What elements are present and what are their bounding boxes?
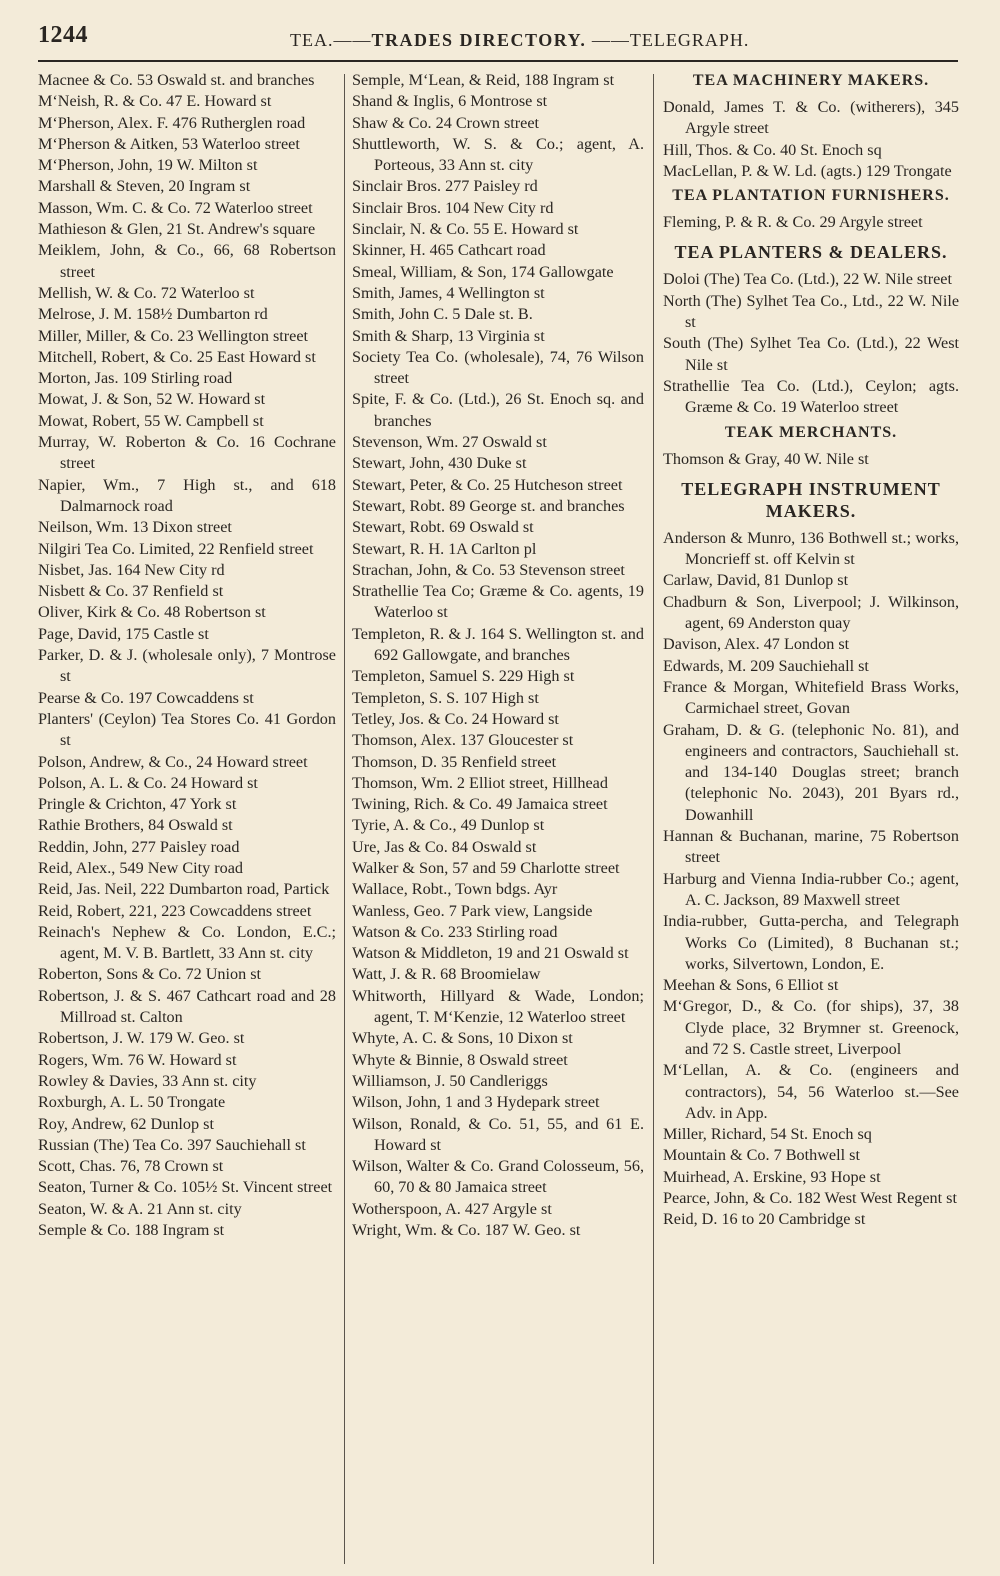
- directory-entry: Reinach's Nephew & Co. London, E.C.; agent, M. V. B. Bartlett, 33 Ann st. city: [38, 922, 336, 963]
- directory-entry: Roy, Andrew, 62 Dunlop st: [38, 1114, 214, 1133]
- directory-entry: Wright, Wm. & Co. 187 W. Geo. st: [352, 1221, 581, 1240]
- directory-entry: Oliver, Kirk & Co. 48 Robertson st: [38, 603, 266, 622]
- directory-entry: Walker & Son, 57 and 59 Charlotte street: [352, 858, 620, 877]
- directory-entry: Pearce, John, & Co. 182 West West Regent st: [663, 1189, 957, 1208]
- directory-entry: Wotherspoon, A. 427 Argyle st: [352, 1199, 552, 1218]
- header-rule: [38, 60, 958, 62]
- directory-entry: Shand & Inglis, 6 Montrose st: [352, 92, 548, 111]
- directory-entry: Mitchell, Robert, & Co. 25 East Howard st: [38, 347, 316, 366]
- directory-entry: Society Tea Co. (wholesale), 74, 76 Wilson street: [352, 347, 644, 388]
- directory-entry: Murray, W. Roberton & Co. 16 Cochrane street: [38, 433, 336, 473]
- directory-entry: Williamson, J. 50 Candleriggs: [352, 1071, 548, 1090]
- directory-entry: Reid, D. 16 to 20 Cambridge st: [663, 1210, 866, 1229]
- directory-entry: Wilson, Ronald, & Co. 51, 55, and 61 E. Howard st: [352, 1114, 644, 1154]
- directory-entry: Tetley, Jos. & Co. 24 Howard st: [352, 709, 559, 728]
- directory-entry: Anderson & Munro, 136 Bothwell st.; works, Moncrieff st. off Kelvin st: [663, 528, 959, 569]
- directory-entry: Marshall & Steven, 20 Ingram st: [38, 177, 251, 196]
- directory-entry: Polson, Andrew, & Co., 24 Howard street: [38, 752, 308, 771]
- directory-entry: Davison, Alex. 47 London st: [663, 635, 850, 654]
- directory-entry: Strathellie Tea Co; Græme & Co. agents, 19 Waterloo st: [352, 582, 644, 622]
- section-heading-telegraph: TELEGRAPH INSTRUMENT MAKERS.: [681, 478, 941, 521]
- directory-entry: Twining, Rich. & Co. 49 Jamaica street: [352, 795, 608, 814]
- directory-entry: France & Morgan, Whitefield Brass Works, Carmichael street, Govan: [663, 677, 959, 718]
- directory-entry: Templeton, Samuel S. 229 High st: [352, 667, 575, 686]
- directory-entry: Rowley & Davies, 33 Ann st. city: [38, 1071, 257, 1090]
- directory-entry: Seaton, Turner & Co. 105½ St. Vincent street: [38, 1178, 333, 1197]
- directory-entry: Shaw & Co. 24 Crown street: [352, 113, 540, 132]
- directory-entry: Neilson, Wm. 13 Dixon street: [38, 518, 232, 537]
- directory-entry: Reid, Alex., 549 New City road: [38, 858, 244, 877]
- column-3: [663, 70, 959, 1565]
- directory-entry: Thomson & Gray, 40 W. Nile st: [663, 449, 869, 468]
- directory-entry: Sinclair, N. & Co. 55 E. Howard st: [352, 220, 579, 239]
- running-head-title: TRADES DIRECTORY.: [371, 30, 587, 50]
- directory-entry: Templeton, R. & J. 164 S. Wellington st. and 692 Gallowgate, and branches: [352, 624, 644, 665]
- directory-entry: M‘Gregor, D., & Co. (for ships), 37, 38 Clyde place, 32 Brymner st. Greenock, and 72 S. Castle street, Liverpool: [663, 997, 959, 1058]
- page-header: [38, 18, 958, 58]
- directory-entry: Smeal, William, & Son, 174 Gallowgate: [352, 262, 614, 281]
- directory-entry: Thomson, Wm. 2 Elliot street, Hillhead: [352, 773, 608, 792]
- directory-entry: Sinclair Bros. 277 Paisley rd: [352, 177, 538, 196]
- directory-entry: Seaton, W. & A. 21 Ann st. city: [38, 1199, 242, 1218]
- directory-entry: Donald, James T. & Co. (witherers), 345 Argyle street: [663, 98, 959, 138]
- directory-entry: M‘Pherson & Aitken, 53 Waterloo street: [38, 134, 300, 153]
- directory-entry: Rogers, Wm. 76 W. Howard st: [38, 1050, 237, 1069]
- directory-entry: Pringle & Crichton, 47 York st: [38, 795, 237, 814]
- directory-entry: Melrose, J. M. 158½ Dumbarton rd: [38, 305, 268, 324]
- directory-entry: Robertson, J. & S. 467 Cathcart road and 28 Millroad st. Calton: [38, 986, 336, 1027]
- directory-entry: Whitworth, Hillyard & Wade, London; agent, T. M‘Kenzie, 12 Waterloo street: [352, 986, 644, 1027]
- section-telegraph: [663, 528, 959, 1231]
- directory-entry: Pearse & Co. 197 Cowcaddens st: [38, 688, 254, 707]
- directory-entry: India-rubber, Gutta-percha, and Telegraph Works Co (Limited), 8 Buchanan st.; works, Silvertown, London, E.: [663, 912, 959, 973]
- directory-entry: Skinner, H. 465 Cathcart road: [352, 241, 546, 260]
- directory-entry: Hill, Thos. & Co. 40 St. Enoch sq: [663, 140, 882, 159]
- directory-entry: Carlaw, David, 81 Dunlop st: [663, 571, 849, 590]
- directory-entry: Mowat, Robert, 55 W. Campbell st: [38, 411, 264, 430]
- directory-entry: Smith, John C. 5 Dale st. B.: [352, 305, 533, 324]
- directory-entry: Mowat, J. & Son, 52 W. Howard st: [38, 390, 266, 409]
- column-divider: [344, 74, 345, 1564]
- directory-entry: North (The) Sylhet Tea Co., Ltd., 22 W. Nile st: [663, 291, 959, 332]
- directory-entry: Russian (The) Tea Co. 397 Sauchiehall st: [38, 1135, 306, 1154]
- directory-entry: Mellish, W. & Co. 72 Waterloo st: [38, 283, 255, 302]
- directory-entry: Hannan & Buchanan, marine, 75 Robertson street: [663, 827, 959, 867]
- directory-entry: Shuttleworth, W. S. & Co.; agent, A. Porteous, 33 Ann st. city: [352, 134, 644, 175]
- section-tea-planters: [663, 269, 959, 418]
- section-tea-machinery: [663, 97, 959, 182]
- directory-entry: Polson, A. L. & Co. 24 Howard st: [38, 773, 258, 792]
- directory-entry: Miller, Miller, & Co. 23 Wellington street: [38, 326, 309, 345]
- directory-entry: Masson, Wm. C. & Co. 72 Waterloo street: [38, 198, 313, 217]
- directory-entry: Templeton, S. S. 107 High st: [352, 688, 539, 707]
- directory-entry: Robertson, J. W. 179 W. Geo. st: [38, 1029, 245, 1048]
- running-head-dash-right: ——: [591, 30, 630, 50]
- directory-entry: Strathellie Tea Co. (Ltd.), Ceylon; agts. Græme & Co. 19 Waterloo street: [663, 376, 959, 417]
- directory-entry: Reid, Robert, 221, 223 Cowcaddens street: [38, 901, 312, 920]
- directory-entry: Watson & Co. 233 Stirling road: [352, 922, 558, 941]
- directory-entry: Watt, J. & R. 68 Broomielaw: [352, 965, 541, 984]
- directory-entry: Whyte & Binnie, 8 Oswald street: [352, 1050, 568, 1069]
- directory-entry: Doloi (The) Tea Co. (Ltd.), 22 W. Nile street: [663, 270, 952, 289]
- page-number: 1244: [38, 22, 88, 48]
- directory-entry: Parker, D. & J. (wholesale only), 7 Montrose st: [38, 646, 336, 686]
- directory-entry: Miller, Richard, 54 St. Enoch sq: [663, 1125, 872, 1144]
- directory-entry: Smith, James, 4 Wellington st: [352, 283, 545, 302]
- directory-entry: Ure, Jas & Co. 84 Oswald st: [352, 837, 537, 856]
- directory-entry: South (The) Sylhet Tea Co. (Ltd.), 22 West Nile st: [663, 334, 959, 374]
- section-heading-tea-planters: TEA PLANTERS & DEALERS.: [674, 242, 948, 263]
- directory-entry: Wanless, Geo. 7 Park view, Langside: [352, 901, 593, 920]
- directory-entry: Graham, D. & G. (telephonic No. 81), and engineers and contractors, Sauchiehall st. and 134-140 Douglas street; branch (telephonic No. 2043), 201 Byars rd., Dowanhill: [663, 720, 959, 824]
- directory-entry: Semple & Co. 188 Ingram st: [38, 1221, 225, 1240]
- directory-entry: Wilson, John, 1 and 3 Hydepark street: [352, 1093, 600, 1112]
- running-head: [290, 30, 850, 51]
- directory-entry: Semple, M‘Lean, & Reid, 188 Ingram st: [352, 71, 615, 89]
- directory-entry: Spite, F. & Co. (Ltd.), 26 St. Enoch sq. and branches: [352, 390, 644, 430]
- column-divider: [653, 74, 654, 1564]
- directory-entry: Rathie Brothers, 84 Oswald st: [38, 816, 233, 835]
- directory-entry: Fleming, P. & R. & Co. 29 Argyle street: [663, 213, 923, 232]
- directory-entry: Mountain & Co. 7 Bothwell st: [663, 1146, 860, 1165]
- directory-entry: Stewart, Robt. 89 George st. and branches: [352, 496, 625, 515]
- directory-entry: Smith & Sharp, 13 Virginia st: [352, 326, 545, 345]
- directory-entry: Whyte, A. C. & Sons, 10 Dixon st: [352, 1029, 573, 1048]
- directory-entry: Tyrie, A. & Co., 49 Dunlop st: [352, 816, 545, 835]
- directory-entry: Nisbet, Jas. 164 New City rd: [38, 560, 225, 579]
- directory-entry: Harburg and Vienna India-rubber Co.; agent, A. C. Jackson, 89 Maxwell street: [663, 869, 959, 909]
- column-2: [352, 70, 644, 1565]
- directory-entry: Chadburn & Son, Liverpool; J. Wilkinson, agent, 69 Anderston quay: [663, 592, 959, 633]
- column-1: [38, 70, 336, 1565]
- section-teak: [663, 449, 959, 470]
- directory-entry: Muirhead, A. Erskine, 93 Hope st: [663, 1167, 881, 1186]
- section-heading-tea-plantation: TEA PLANTATION FURNISHERS.: [672, 187, 950, 205]
- directory-entry: Meiklem, John, & Co., 66, 68 Robertson street: [38, 241, 336, 281]
- directory-entry: Stewart, R. H. 1A Carlton pl: [352, 539, 537, 558]
- directory-entry: Stevenson, Wm. 27 Oswald st: [352, 433, 547, 452]
- section-tea-plantation: [663, 212, 959, 233]
- section-heading-teak: TEAK MERCHANTS.: [724, 423, 898, 441]
- directory-entry: Wilson, Walter & Co. Grand Colosseum, 56, 60, 70 & 80 Jamaica street: [352, 1157, 644, 1197]
- running-head-left: TEA.: [290, 30, 334, 50]
- directory-entry: M‘Neish, R. & Co. 47 E. Howard st: [38, 92, 272, 111]
- directory-entry: Nilgiri Tea Co. Limited, 22 Renfield street: [38, 539, 314, 558]
- directory-entry: Strachan, John, & Co. 53 Stevenson street: [352, 560, 625, 579]
- directory-entry: Meehan & Sons, 6 Elliot st: [663, 976, 839, 995]
- directory-entry: Stewart, Robt. 69 Oswald st: [352, 518, 534, 537]
- directory-entry: Nisbett & Co. 37 Renfield st: [38, 582, 224, 601]
- directory-entry: Reid, Jas. Neil, 222 Dumbarton road, Partick: [38, 880, 330, 899]
- directory-entry: Reddin, John, 277 Paisley road: [38, 837, 240, 856]
- directory-entry: Sinclair Bros. 104 New City rd: [352, 198, 554, 217]
- directory-entry: M‘Pherson, Alex. F. 476 Rutherglen road: [38, 113, 306, 132]
- directory-entry: Morton, Jas. 109 Stirling road: [38, 369, 233, 388]
- directory-entry: Roxburgh, A. L. 50 Trongate: [38, 1093, 226, 1112]
- directory-entry: Stewart, John, 430 Duke st: [352, 454, 527, 473]
- directory-entry: Scott, Chas. 76, 78 Crown st: [38, 1157, 224, 1176]
- directory-entry: Planters' (Ceylon) Tea Stores Co. 41 Gordon st: [38, 709, 336, 750]
- directory-entry: Edwards, M. 209 Sauchiehall st: [663, 656, 869, 675]
- directory-entry: Thomson, Alex. 137 Gloucester st: [352, 731, 574, 750]
- directory-entry: Napier, Wm., 7 High st., and 618 Dalmarnock road: [38, 475, 336, 515]
- directory-entry: Watson & Middleton, 19 and 21 Oswald st: [352, 944, 629, 963]
- directory-entry: M‘Pherson, John, 19 W. Milton st: [38, 156, 258, 175]
- directory-entry: MacLellan, P. & W. Ld. (agts.) 129 Trongate: [663, 161, 952, 180]
- directory-entry: Mathieson & Glen, 21 St. Andrew's square: [38, 220, 316, 239]
- directory-entry: Roberton, Sons & Co. 72 Union st: [38, 965, 262, 984]
- directory-entry: Wallace, Robt., Town bdgs. Ayr: [352, 880, 558, 899]
- directory-entry: Macnee & Co. 53 Oswald st. and branches: [38, 71, 315, 89]
- directory-entry: Page, David, 175 Castle st: [38, 624, 209, 643]
- running-head-dash-left: ——: [333, 30, 372, 50]
- directory-entry: Thomson, D. 35 Renfield street: [352, 752, 557, 771]
- running-head-right: TELEGRAPH.: [629, 30, 750, 50]
- section-heading-tea-machinery: TEA MACHINERY MAKERS.: [692, 72, 930, 89]
- directory-entry: Stewart, Peter, & Co. 25 Hutcheson street: [352, 475, 623, 494]
- directory-entry: M‘Lellan, A. & Co. (engineers and contractors), 54, 56 Waterloo st.—See Adv. in App.: [663, 1061, 959, 1122]
